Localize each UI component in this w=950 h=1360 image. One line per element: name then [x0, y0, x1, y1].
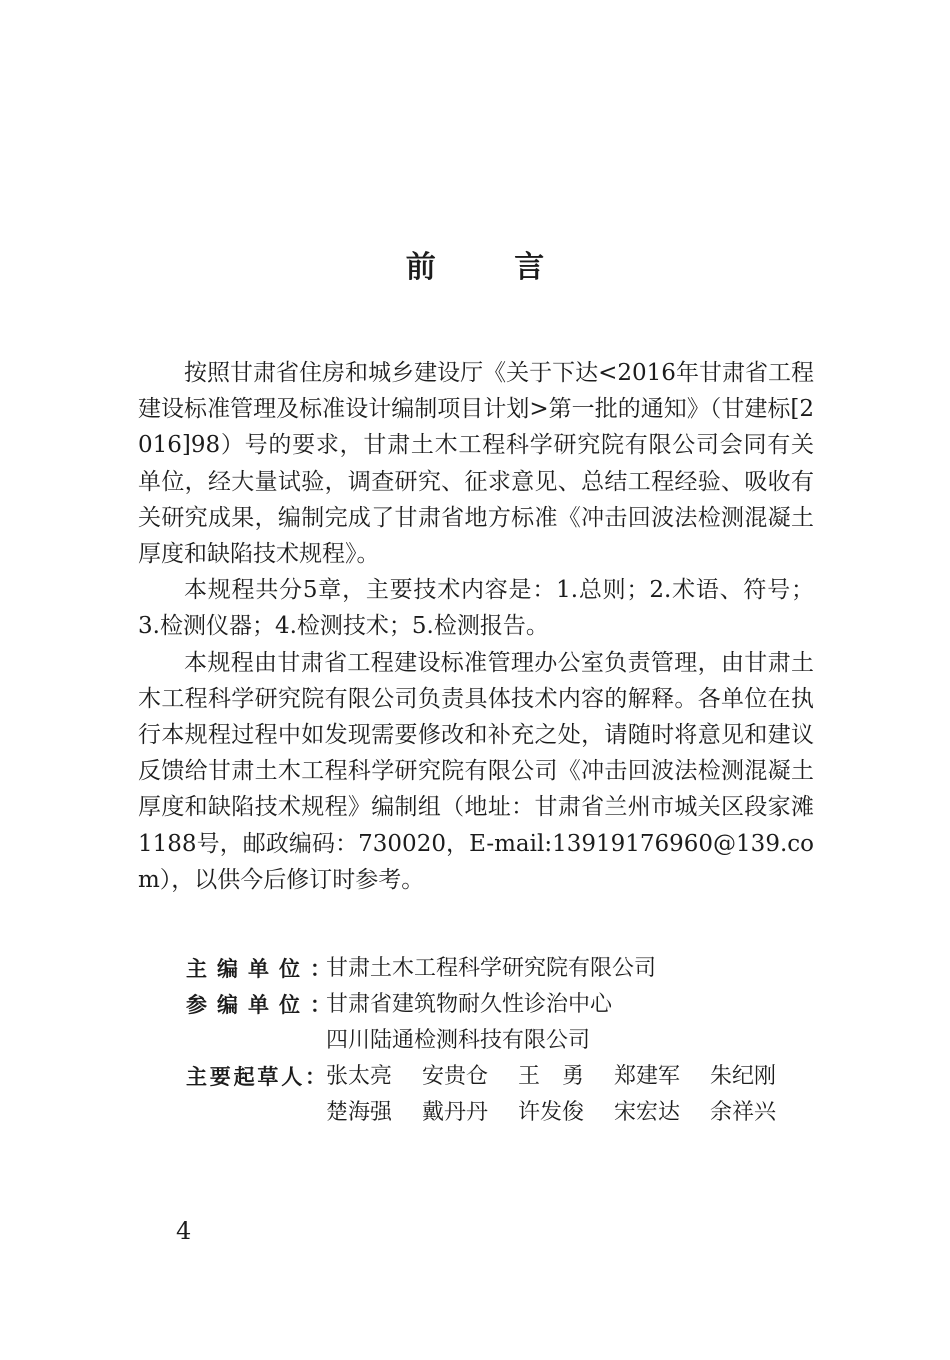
chief-unit-label: 主编单位：: [186, 957, 341, 981]
credits-block: [186, 951, 826, 1131]
drafter-name: 余祥兴: [710, 1100, 777, 1125]
drafter-name: 楚海强: [326, 1100, 393, 1125]
paragraph-background: 按照甘肃省住房和城乡建设厅《关于下达<2016年甘肃省工程建设标准管理及标准设计编制项目计划>第一批的通知》（甘建标[2016]98）号的要求，甘肃土木工程科学研究院有限公司会同有关单位，经大量试验，调查研究、征求意见、总结工程经验、吸收有关研究成果，编制完成了甘肃省地方标准《冲击回波法检测混凝土厚度和缺陷技术规程》。: [138, 360, 814, 568]
drafters-label: 主要起草人：: [186, 1065, 326, 1089]
drafter-name: 朱纪刚: [710, 1064, 777, 1089]
drafters-row: [186, 1059, 826, 1131]
participating-unit: 甘肃省建筑物耐久性诊治中心: [326, 992, 613, 1017]
drafters-line: [326, 1095, 826, 1131]
drafter-name: 宋宏达: [614, 1100, 681, 1125]
drafters-list: [326, 1059, 826, 1131]
page-number: 4: [176, 1217, 192, 1245]
chief-unit-value: 甘肃土木工程科学研究院有限公司: [326, 956, 657, 981]
paragraph-management: 本规程由甘肃省工程建设标准管理办公室负责管理，由甘肃土木工程科学研究院有限公司负责具体技术内容的解释。各单位在执行本规程过程中如发现需要修改和补充之处，请随时将意见和建议反馈给甘肃土木工程科学研究院有限公司《冲击回波法检测混凝土厚度和缺陷技术规程》编制组（地址：甘肃省兰州市城关区段家滩1188号，邮政编码：730020，E-mail:13919176960@139.com），以供今后修订时参考。: [138, 649, 814, 893]
drafter-name: 王 勇: [518, 1064, 585, 1089]
participating-units-label: 参编单位：: [186, 993, 341, 1017]
drafter-name: 郑建军: [614, 1064, 681, 1089]
participating-units-row: [186, 987, 826, 1059]
page-title: 前 言: [405, 250, 579, 285]
participating-units-list: [326, 987, 826, 1059]
drafter-name: 许发俊: [518, 1100, 585, 1125]
preface-body: [138, 355, 814, 898]
paragraph-contents: 本规程共分5章，主要技术内容是：1.总则；2.术语、符号；3.检测仪器；4.检测技术；5.检测报告。: [138, 577, 814, 640]
drafter-name: 戴丹丹: [422, 1100, 489, 1125]
chief-unit-row: [186, 951, 826, 987]
participating-unit: 四川陆通检测科技有限公司: [326, 1028, 591, 1053]
drafters-line: [326, 1059, 826, 1095]
drafter-name: 张太亮: [326, 1064, 393, 1089]
drafter-name: 安贵仓: [422, 1064, 489, 1089]
